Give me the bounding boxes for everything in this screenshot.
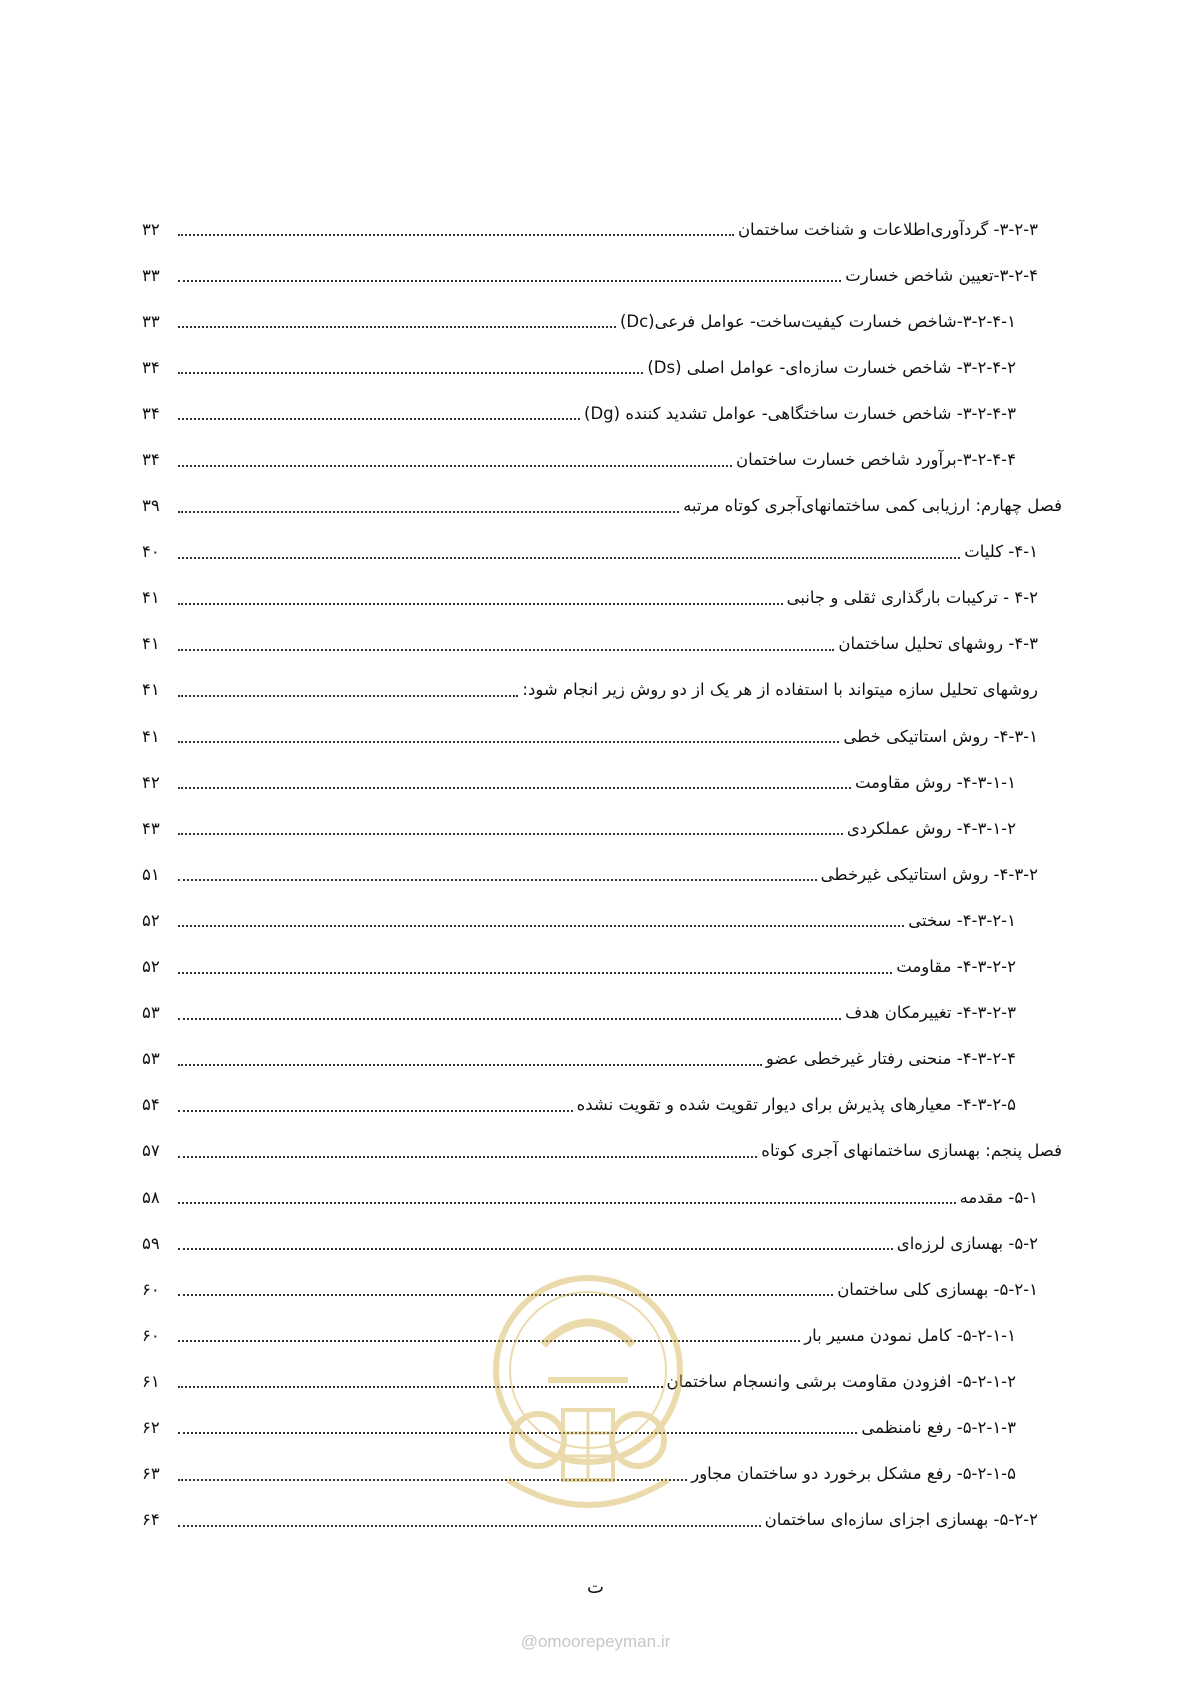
toc-entry-page: ۴۱ bbox=[142, 588, 160, 608]
toc-entry-page: ۶۱ bbox=[142, 1371, 160, 1391]
toc-entry-title: ۳-۲-۳- گردآوری‌اطلاعات و شناخت ساختمان bbox=[737, 219, 1038, 239]
toc-entry[interactable] bbox=[142, 436, 1062, 482]
toc-entry-title: ۴-۳-۲-۳- تغییرمکان هدف bbox=[845, 1003, 1016, 1023]
toc-entry[interactable] bbox=[142, 944, 1062, 990]
toc-entry-page: ۴۳ bbox=[142, 818, 160, 838]
toc-entry-title: ۴-۳-۲-۵- معیارهای پذیرش برای دیوار تقویت شده و تقویت نشده bbox=[576, 1095, 1016, 1115]
toc-entry[interactable] bbox=[142, 1128, 1062, 1174]
toc-entry-title: ۴-۳-۲- روش استاتیکی غیرخطی bbox=[820, 864, 1038, 884]
toc-entry[interactable] bbox=[142, 252, 1062, 298]
dot-leader bbox=[178, 649, 834, 651]
dot-leader bbox=[178, 418, 580, 420]
toc-entry-title: ۵-۲-۱-۱- کامل نمودن مسیر بار bbox=[804, 1325, 1016, 1345]
toc-entry-title: ۵-۱- مقدمه bbox=[959, 1187, 1038, 1207]
toc-entry-title: ۵-۲- بهسازی لرزه‌ای bbox=[896, 1233, 1038, 1253]
toc-entry-page: ۳۴ bbox=[142, 403, 160, 423]
toc-entry-page: ۳۳ bbox=[142, 265, 160, 285]
toc-entry-page: ۶۴ bbox=[142, 1510, 160, 1530]
toc-entry[interactable] bbox=[142, 667, 1062, 713]
toc-entry-title: ۳-۲-۴-۲- شاخص خسارت سازه‌ای- عوامل اصلی (Ds) bbox=[647, 357, 1016, 377]
toc-entry[interactable] bbox=[142, 390, 1062, 436]
dot-leader bbox=[178, 326, 616, 328]
toc-entry[interactable] bbox=[142, 1220, 1062, 1266]
toc-entry-title: ۴-۳-۲-۱- سختی bbox=[908, 910, 1016, 930]
toc-entry-page: ۶۰ bbox=[142, 1279, 160, 1299]
toc-entry[interactable] bbox=[142, 1082, 1062, 1128]
dot-leader bbox=[178, 1110, 573, 1112]
dot-leader bbox=[178, 972, 892, 974]
dot-leader bbox=[178, 1156, 757, 1158]
toc-entry[interactable] bbox=[142, 206, 1062, 252]
toc-entry[interactable] bbox=[142, 575, 1062, 621]
omoore-peyman-seal-logo bbox=[488, 1270, 688, 1580]
toc-entry-title: ۴-۳-۲-۴- منحنی رفتار غیرخطی عضو bbox=[765, 1049, 1016, 1069]
dot-leader bbox=[178, 833, 843, 835]
dot-leader bbox=[178, 695, 518, 697]
dot-leader bbox=[178, 1248, 893, 1250]
toc-entry-page: ۵۹ bbox=[142, 1233, 160, 1253]
toc-entry-title: ۵-۲-۱-۲- افزودن مقاومت برشی وانسجام ساختمان bbox=[666, 1371, 1016, 1391]
dot-leader bbox=[178, 465, 732, 467]
dot-leader bbox=[178, 372, 643, 374]
toc-entry-title: ۵-۲-۱-۳- رفع نامنظمی bbox=[861, 1417, 1016, 1437]
toc-entry-title: ۳-۲-۴-تعیین شاخص خسارت bbox=[845, 265, 1038, 285]
toc-entry[interactable] bbox=[142, 851, 1062, 897]
toc-entry-title: ۴-۳-۱- روش استاتیکی خطی bbox=[843, 726, 1038, 746]
toc-entry-page: ۵۴ bbox=[142, 1095, 160, 1115]
toc-entry-page: ۳۴ bbox=[142, 450, 160, 470]
toc-entry-title: فصل پنجم: بهسازی ساختمانهای آجری کوتاه bbox=[761, 1141, 1062, 1161]
toc-entry-page: ۳۲ bbox=[142, 219, 160, 239]
toc-entry[interactable] bbox=[142, 621, 1062, 667]
dot-leader bbox=[178, 1064, 762, 1066]
dot-leader bbox=[178, 741, 839, 743]
dot-leader bbox=[178, 234, 734, 236]
toc-entry-page: ۵۲ bbox=[142, 910, 160, 930]
toc-entry-page: ۴۲ bbox=[142, 772, 160, 792]
toc-entry[interactable] bbox=[142, 713, 1062, 759]
toc-entry-title: ۳-۲-۴-۴-برآورد شاخص خسارت ساختمان bbox=[736, 450, 1016, 470]
watermark-url: @omoorepeyman.ir bbox=[520, 1632, 671, 1651]
toc-entry-page: ۴۱ bbox=[142, 680, 160, 700]
toc-entry-title: ۴-۲ - ترکیبات بارگذاری ثقلی و جانبی bbox=[786, 588, 1038, 608]
toc-entry-title: ۴-۳- روشهای تحلیل ساختمان bbox=[838, 634, 1038, 654]
dot-leader bbox=[178, 603, 783, 605]
toc-entry-title: ۳-۲-۴-۱-شاخص خسارت کیفیت‌ساخت- عوامل فرعی(Dc) bbox=[619, 311, 1016, 331]
toc-entry-page: ۶۰ bbox=[142, 1325, 160, 1345]
toc-entry-title: ۵-۲-۱-۵- رفع مشکل برخورد دو ساختمان مجاور bbox=[691, 1464, 1016, 1484]
toc-entry[interactable] bbox=[142, 759, 1062, 805]
toc-entry-title: ۵-۲-۱- بهسازی کلی ساختمان bbox=[837, 1279, 1038, 1299]
toc-entry-page: ۵۷ bbox=[142, 1141, 160, 1161]
toc-entry[interactable] bbox=[142, 990, 1062, 1036]
toc-entry[interactable] bbox=[142, 897, 1062, 943]
toc-entry-page: ۴۰ bbox=[142, 542, 160, 562]
toc-entry-page: ۵۲ bbox=[142, 957, 160, 977]
toc-entry[interactable] bbox=[142, 1174, 1062, 1220]
dot-leader bbox=[178, 879, 817, 881]
dot-leader bbox=[178, 1018, 841, 1020]
dot-leader bbox=[178, 511, 679, 513]
toc-entry-page: ۵۳ bbox=[142, 1049, 160, 1069]
dot-leader bbox=[178, 1202, 956, 1204]
page-number: ت bbox=[587, 1577, 604, 1598]
toc-entry-title: ۳-۲-۴-۳- شاخص خسارت ساختگاهی- عوامل تشدید کننده (Dg) bbox=[584, 403, 1016, 423]
toc-entry[interactable] bbox=[142, 483, 1062, 529]
dot-leader bbox=[178, 787, 851, 789]
toc-entry[interactable] bbox=[142, 1036, 1062, 1082]
toc-entry[interactable] bbox=[142, 805, 1062, 851]
toc-entry[interactable] bbox=[142, 344, 1062, 390]
dot-leader bbox=[178, 925, 904, 927]
toc-entry-page: ۵۳ bbox=[142, 1003, 160, 1023]
toc-entry-page: ۳۳ bbox=[142, 311, 160, 331]
toc-entry-page: ۶۲ bbox=[142, 1417, 160, 1437]
toc-entry-page: ۵۱ bbox=[142, 864, 160, 884]
toc-entry-title: ۴-۳-۱-۲- روش عملکردی bbox=[846, 818, 1016, 838]
toc-entry[interactable] bbox=[142, 529, 1062, 575]
dot-leader bbox=[178, 557, 960, 559]
toc-entry-page: ۳۹ bbox=[142, 496, 160, 516]
toc-entry-title: فصل چهارم: ارزیابی کمی ساختمانهای‌آجری کوتاه مرتبه bbox=[683, 496, 1062, 516]
toc-entry-title: ۵-۲-۲- بهسازی اجزای سازه‌ای ساختمان bbox=[764, 1510, 1038, 1530]
toc-entry[interactable] bbox=[142, 298, 1062, 344]
toc-entry-page: ۳۴ bbox=[142, 357, 160, 377]
toc-entry-title: ۴-۳-۲-۲- مقاومت bbox=[896, 957, 1016, 977]
toc-entry-title: ۴-۳-۱-۱- روش مقاومت bbox=[854, 772, 1016, 792]
toc-entry-title: روشهای تحلیل سازه میتواند با استفاده از هر یک از دو روش زیر انجام شود: bbox=[522, 680, 1038, 700]
toc-entry-page: ۴۱ bbox=[142, 726, 160, 746]
toc-entry-page: ۴۱ bbox=[142, 634, 160, 654]
toc-entry-page: ۶۳ bbox=[142, 1464, 160, 1484]
dot-leader bbox=[178, 280, 841, 282]
toc-entry-page: ۵۸ bbox=[142, 1187, 160, 1207]
toc-entry-title: ۴-۱- کلیات bbox=[964, 542, 1038, 562]
